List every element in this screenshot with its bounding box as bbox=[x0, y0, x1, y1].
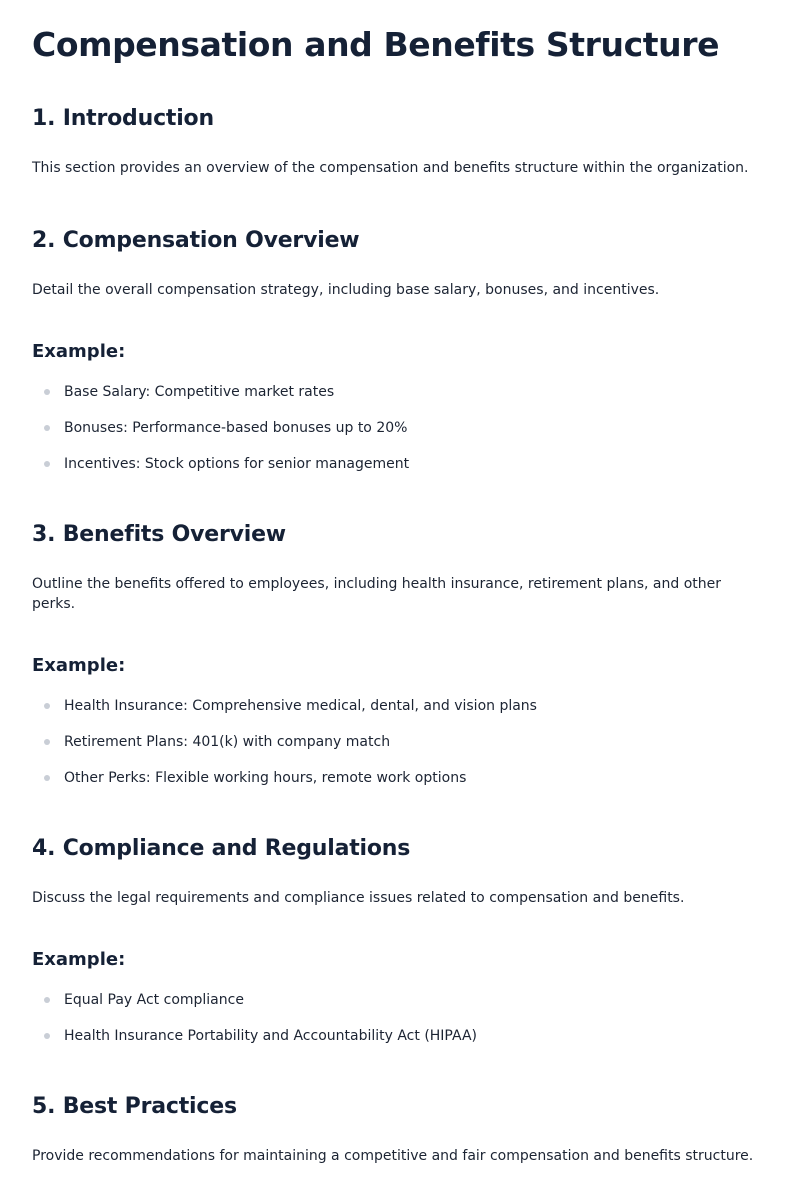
list-item bbox=[64, 768, 768, 788]
section-heading: 3. Benefits Overview bbox=[32, 522, 286, 547]
section-text: Outline the benefits offered to employees, including health insurance, retirement plans, and other perks. bbox=[32, 576, 721, 612]
list-item-text: Retirement Plans: 401(k) with company match bbox=[64, 734, 391, 750]
bullet-icon bbox=[44, 775, 50, 781]
bullet-icon bbox=[44, 461, 50, 467]
list-item bbox=[64, 732, 768, 752]
example-list bbox=[32, 696, 768, 788]
example-heading: Example: bbox=[32, 655, 126, 676]
list-item bbox=[64, 1026, 768, 1046]
page-title: Compensation and Benefits Structure bbox=[32, 25, 720, 64]
bullet-icon bbox=[44, 703, 50, 709]
section-text: Provide recommendations for maintaining a competitive and fair compensation and benefits structure. bbox=[32, 1148, 754, 1164]
list-item-text: Equal Pay Act compliance bbox=[64, 992, 244, 1008]
example-heading: Example: bbox=[32, 949, 126, 970]
list-item bbox=[64, 454, 768, 474]
bullet-icon bbox=[44, 739, 50, 745]
section-heading: 5. Best Practices bbox=[32, 1094, 237, 1119]
section-compensation-overview bbox=[32, 226, 768, 474]
example-list bbox=[32, 382, 768, 474]
example-heading: Example: bbox=[32, 341, 126, 362]
bullet-icon bbox=[44, 389, 50, 395]
section-text: This section provides an overview of the compensation and benefits structure within the organization. bbox=[32, 160, 749, 176]
list-item-text: Health Insurance Portability and Accountability Act (HIPAA) bbox=[64, 1028, 477, 1044]
section-benefits-overview bbox=[32, 520, 768, 788]
section-heading: 4. Compliance and Regulations bbox=[32, 836, 411, 861]
list-item-text: Incentives: Stock options for senior management bbox=[64, 456, 410, 472]
list-item-text: Health Insurance: Comprehensive medical, dental, and vision plans bbox=[64, 698, 537, 714]
list-item-text: Other Perks: Flexible working hours, remote work options bbox=[64, 770, 467, 786]
list-item bbox=[64, 990, 768, 1010]
list-item-text: Base Salary: Competitive market rates bbox=[64, 384, 335, 400]
section-heading: 1. Introduction bbox=[32, 106, 214, 131]
section-text: Discuss the legal requirements and compliance issues related to compensation and benefits. bbox=[32, 890, 685, 906]
bullet-icon bbox=[44, 1033, 50, 1039]
list-item bbox=[64, 418, 768, 438]
section-compliance bbox=[32, 834, 768, 1046]
example-list bbox=[32, 990, 768, 1046]
bullet-icon bbox=[44, 425, 50, 431]
section-introduction bbox=[32, 104, 768, 178]
list-item bbox=[64, 696, 768, 716]
section-best-practices bbox=[32, 1092, 768, 1166]
section-text: Detail the overall compensation strategy, including base salary, bonuses, and incentives. bbox=[32, 282, 660, 298]
bullet-icon bbox=[44, 997, 50, 1003]
list-item bbox=[64, 382, 768, 402]
section-heading: 2. Compensation Overview bbox=[32, 228, 360, 253]
list-item-text: Bonuses: Performance-based bonuses up to 20% bbox=[64, 420, 408, 436]
